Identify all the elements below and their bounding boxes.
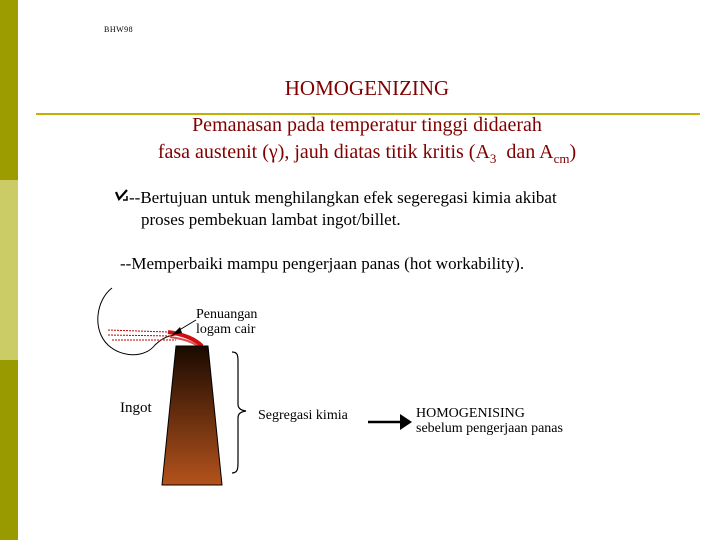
homogenising-label-line-2: sebelum pengerjaan panas [416, 421, 563, 436]
bullet-line-2: proses pembekuan lambat ingot/billet. [141, 210, 401, 229]
homogenising-label [416, 406, 563, 436]
subtitle-line-2-end: ) [569, 141, 577, 163]
pouring-ladle [98, 288, 190, 355]
pouring-label-line-1: Penuangan [196, 307, 258, 322]
subtitle-line-2-text: fasa austenit (γ), jauh diatas titik kritis (A [157, 141, 490, 163]
subtitle-line-2-mid: dan A [496, 141, 554, 163]
subscript-cm: cm [553, 151, 570, 166]
brace [232, 352, 246, 473]
bullet-line-1: --Bertujuan untuk menghilangkan efek segeregasi kimia akibat [129, 188, 557, 207]
pouring-pointer-arrow [172, 320, 196, 335]
subscript-3: 3 [489, 151, 497, 166]
subtitle-line-1: Pemanasan pada temperatur tinggi didaerah [192, 114, 542, 136]
right-arrow-icon [368, 414, 412, 430]
pouring-label [196, 307, 257, 337]
header-tag: BHW98 [104, 25, 134, 34]
hot-workability-line: --Memperbaiki mampu pengerjaan panas (hot workability). [120, 254, 525, 273]
homogenising-label-line-1: HOMOGENISING [416, 406, 525, 421]
ingot-label: Ingot [120, 400, 152, 416]
ingot-shape [162, 346, 222, 485]
segregation-label: Segregasi kimia [258, 408, 348, 423]
pouring-label-line-2: logam cair [196, 322, 256, 337]
slide-title: HOMOGENIZING [284, 76, 450, 100]
